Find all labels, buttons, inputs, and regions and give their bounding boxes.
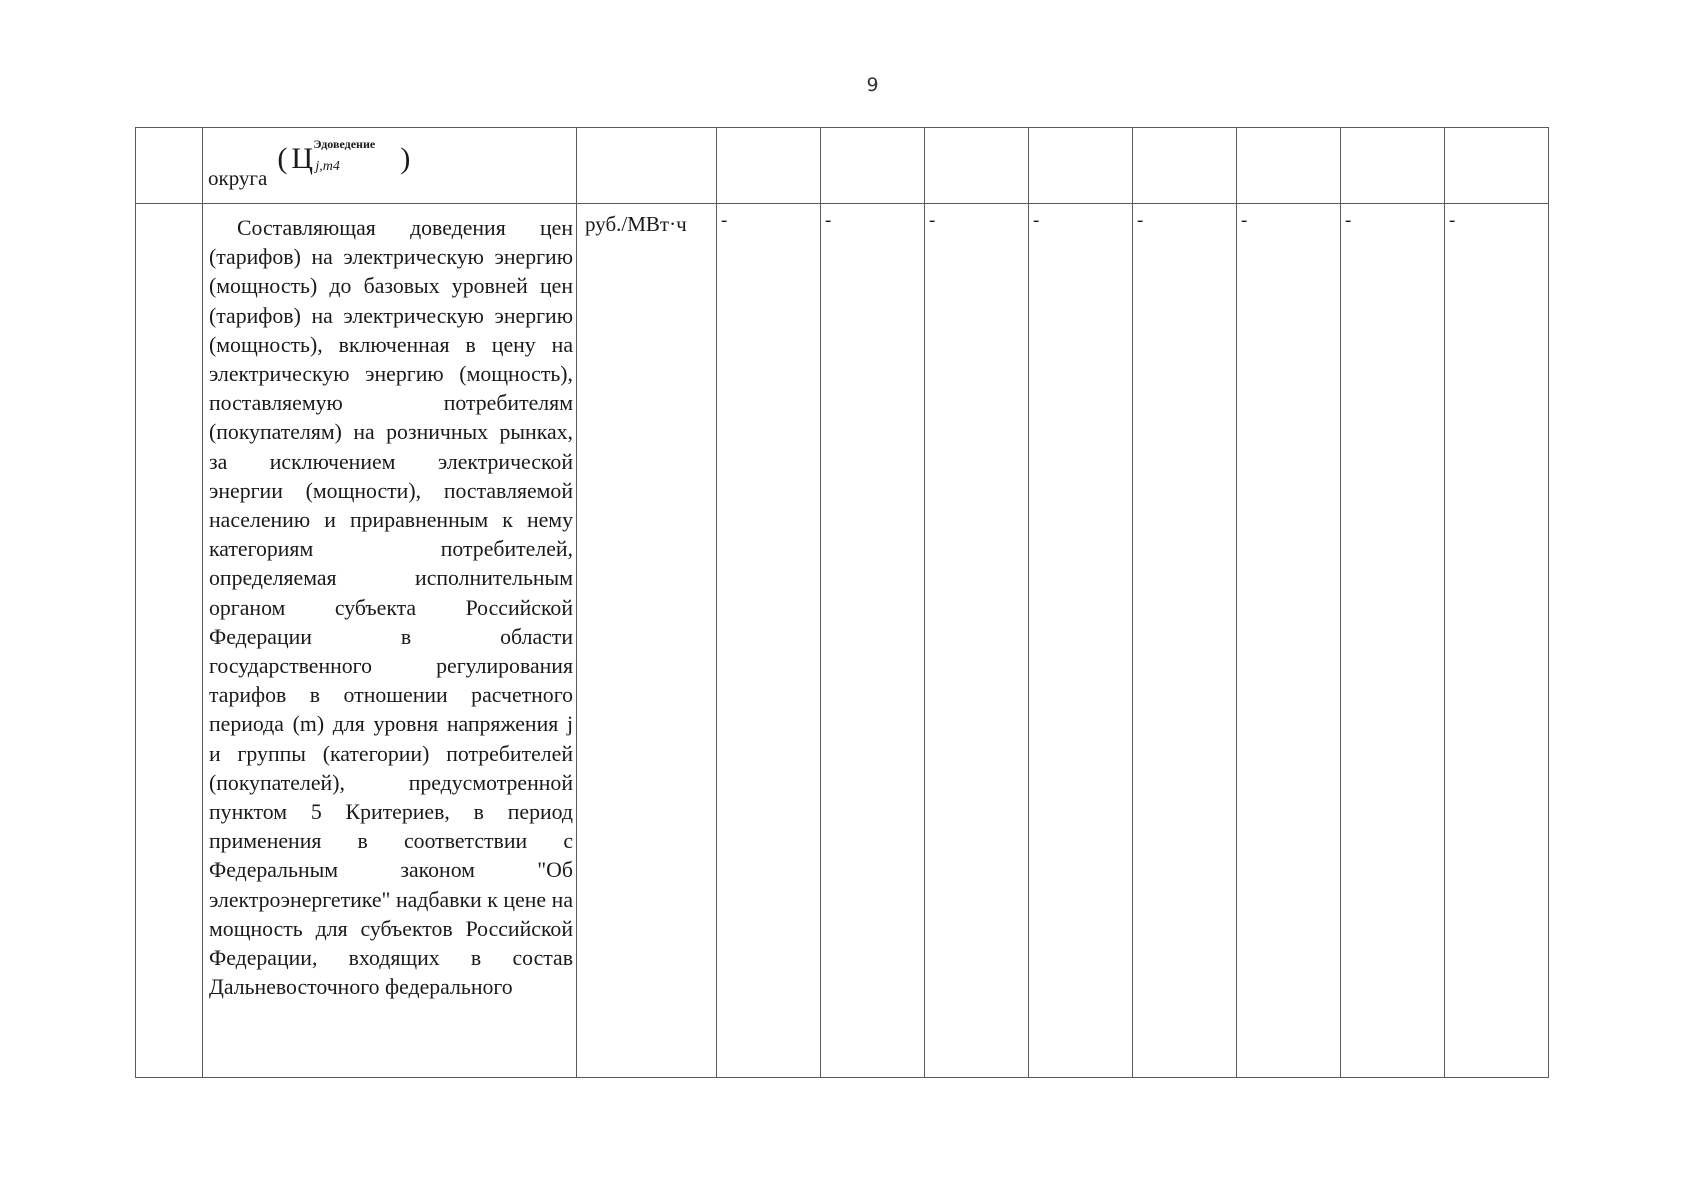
value-cell: - xyxy=(825,210,832,231)
table-cell xyxy=(203,128,577,204)
value-cell: - xyxy=(721,210,728,231)
table-cell xyxy=(577,204,717,1078)
price-formula: ( Ц Эдоведение j,m4 ) xyxy=(277,137,411,175)
table-row xyxy=(136,128,1549,204)
table-cell xyxy=(1445,128,1549,204)
unit-cell: руб./МВт·ч xyxy=(585,212,687,236)
table-cell xyxy=(136,128,203,204)
value-cell: - xyxy=(1137,210,1144,231)
table-cell xyxy=(1133,204,1237,1078)
table-cell xyxy=(925,128,1029,204)
table-cell xyxy=(821,204,925,1078)
table-cell xyxy=(1133,128,1237,204)
table-cell xyxy=(717,128,821,204)
indicator-description: Составляющая доведения цен (тарифов) на электрическую энергию (мощность) до базовых уровней цен (тарифов) на электрическую энергию (мощность), включенная в цену на электрическую энергию (мощность), поставляемую потребителям (покупателям) на розничных рынках, за исключением электрической энергии (мощности), поставляемой населению и приравненным к нему категориям потребителей, определяемая исполнительным органом субъекта Российской Федерации в области государственного регулирования тарифов в отношении расчетного периода (m) для уровня напряжения j и группы (категории) потребителей (покупателей), предусмотренной пунктом 5 Критериев, в период применения в соответствии с Федеральным законом "Об электроэнергетике" надбавки к цене на мощность для субъектов Российской Федерации, входящих в состав Дальневосточного федерального xyxy=(209,216,573,1000)
region-label-text: округа xyxy=(208,166,268,190)
formula-subscript: j,m4 xyxy=(315,159,340,174)
table-cell xyxy=(1341,128,1445,204)
formula-base: Ц xyxy=(291,142,314,175)
table-cell xyxy=(925,204,1029,1078)
table-cell xyxy=(203,204,577,1078)
table-cell xyxy=(1237,204,1341,1078)
data-table xyxy=(135,127,1549,1078)
table-cell xyxy=(821,128,925,204)
region-label xyxy=(203,128,576,189)
value-cell: - xyxy=(929,210,936,231)
value-cell: - xyxy=(1033,210,1040,231)
table-row xyxy=(136,204,1549,1078)
table-cell xyxy=(717,204,821,1078)
value-cell: - xyxy=(1449,210,1456,231)
table-cell xyxy=(577,128,717,204)
formula-superscript: Эдоведение xyxy=(313,137,376,151)
table-cell xyxy=(1445,204,1549,1078)
value-cell: - xyxy=(1345,210,1352,231)
table-cell xyxy=(1341,204,1445,1078)
page-number: 9 xyxy=(866,74,879,96)
table-cell xyxy=(1237,128,1341,204)
table-cell xyxy=(136,204,203,1078)
table-cell xyxy=(1029,204,1133,1078)
table-cell xyxy=(1029,128,1133,204)
value-cell: - xyxy=(1241,210,1248,231)
